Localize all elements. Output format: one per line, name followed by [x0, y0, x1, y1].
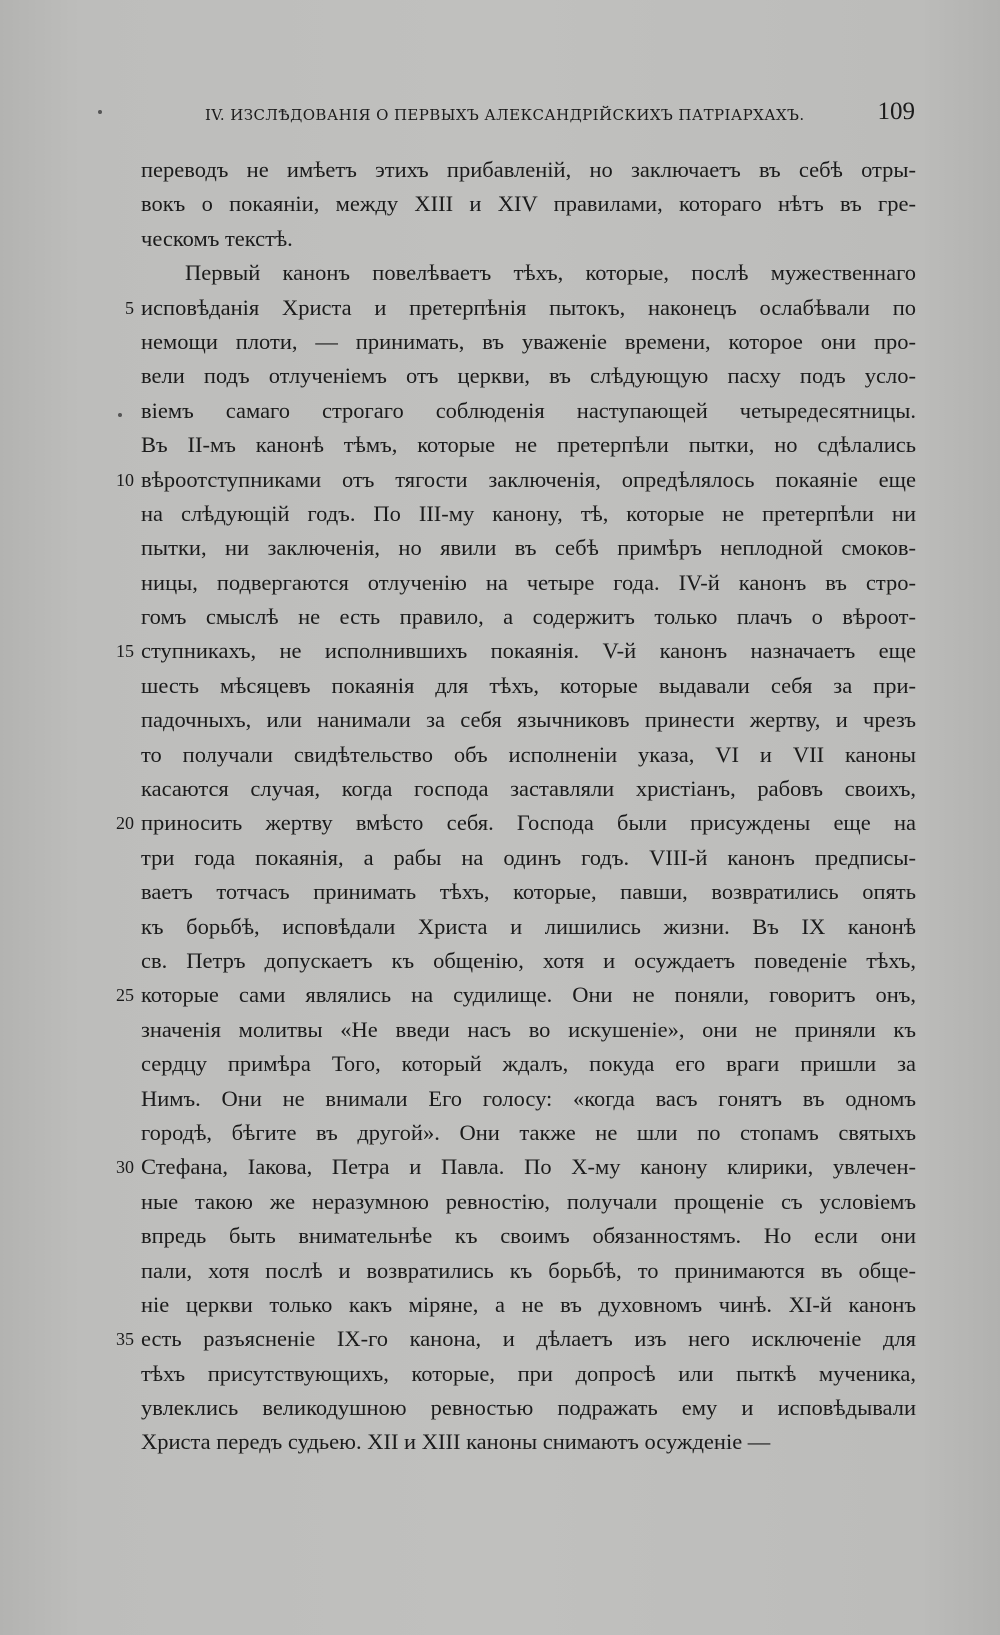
- line-text: увлеклись великодушною ревностью подражать ему и исповѣдывали: [141, 1395, 916, 1421]
- text-line: [125, 291, 916, 325]
- line-text: Христа передъ судьею. XII и XIII каноны снимаютъ осужденіе —: [141, 1429, 771, 1455]
- line-number: 5: [125, 297, 134, 318]
- page-speck: [118, 413, 122, 417]
- text-line: [141, 566, 916, 600]
- text-line: [141, 1288, 916, 1322]
- text-line: [141, 187, 916, 221]
- line-text: три года покаянія, а рабы на одинъ годъ. VIII-й канонъ предписы-: [141, 844, 916, 870]
- text-line: [141, 325, 916, 359]
- line-text: вели подъ отлученіемъ отъ церкви, въ слѣдующую пасху подъ усло-: [141, 363, 916, 389]
- text-line: [141, 1116, 916, 1150]
- body-text: [116, 153, 916, 1460]
- line-text: которые сами являлись на судилище. Они не поняли, говоритъ онъ,: [141, 982, 916, 1008]
- text-line: [116, 634, 916, 668]
- text-line: [141, 669, 916, 703]
- line-text: віемъ самаго строгаго соблюденія наступающей четыредесятницы.: [141, 397, 916, 423]
- line-text: переводъ не имѣетъ этихъ прибавленій, но заключаетъ въ себѣ отры-: [141, 157, 916, 182]
- text-line: [141, 703, 916, 737]
- line-text: падочныхъ, или нанимали за себя язычниковъ принести жертву, и чрезъ: [141, 707, 916, 733]
- text-line: [141, 256, 916, 290]
- line-text: касаются случая, когда господа заставляли христіанъ, рабовъ своихъ,: [141, 776, 916, 802]
- line-text: къ борьбѣ, исповѣдали Христа и лишились жизни. Въ IX канонѣ: [141, 913, 916, 939]
- header-title: IV. ИЗСЛѢДОВАНІЯ О ПЕРВЫХЪ АЛЕКСАНДРІЙСКИХЪ ПАТРІАРХАХЪ.: [205, 106, 805, 124]
- line-number: 30: [116, 1157, 134, 1178]
- line-text: ные такою же неразумною ревностію, получали прощеніе съ условіемъ: [141, 1188, 916, 1214]
- text-line: [141, 1185, 916, 1219]
- line-text: ваетъ тотчасъ принимать тѣхъ, которые, павши, возвратились опять: [141, 879, 916, 905]
- line-text: городѣ, бѣгите въ другой». Они также не шли по стопамъ святыхъ: [141, 1119, 916, 1145]
- text-line: [141, 772, 916, 806]
- line-text: приносить жертву вмѣсто себя. Господа были присуждены еще на: [141, 810, 916, 836]
- line-number: 10: [116, 469, 134, 490]
- text-line: [141, 531, 916, 565]
- line-text: ніе церкви только какъ міряне, а не въ духовномъ чинѣ. XI-й канонъ: [141, 1291, 916, 1317]
- page-number: 109: [877, 98, 915, 125]
- line-text: Нимъ. Они не внимали Его голосу: «когда васъ гонятъ въ одномъ: [141, 1085, 916, 1111]
- text-line: [141, 359, 916, 393]
- text-line: [141, 738, 916, 772]
- line-text: св. Петръ допускаетъ къ общенію, хотя и осуждаетъ поведеніе тѣхъ,: [141, 947, 916, 973]
- text-line: [116, 806, 916, 840]
- line-text: впредь быть внимательнѣе къ своимъ обязанностямъ. Но если они: [141, 1223, 916, 1249]
- text-line: [116, 463, 916, 497]
- text-line: [141, 841, 916, 875]
- text-line: [116, 1150, 916, 1184]
- text-line: [141, 1047, 916, 1081]
- line-text: значенія молитвы «Не введи насъ во искушеніе», они не приняли къ: [141, 1016, 916, 1042]
- text-line: [141, 1391, 916, 1425]
- line-text: Въ II-мъ канонѣ тѣмъ, которые не претерпѣли пытки, но сдѣлались: [141, 432, 916, 458]
- text-line: [141, 944, 916, 978]
- line-number: 25: [116, 985, 134, 1006]
- text-line: [141, 497, 916, 531]
- text-line: [141, 153, 916, 187]
- line-text: Первый канонъ повелѣваетъ тѣхъ, которые, послѣ мужественнаго: [185, 260, 916, 286]
- line-text: вокъ о покаяніи, между XIII и XIV правилами, котораго нѣтъ въ гре-: [141, 191, 916, 217]
- text-line: [116, 1322, 916, 1356]
- text-line: [141, 1425, 916, 1459]
- text-line: [141, 1219, 916, 1253]
- text-line: [141, 428, 916, 462]
- line-text: то получали свидѣтельство объ исполненіи указа, VI и VII каноны: [141, 741, 916, 767]
- line-number: 20: [116, 813, 134, 834]
- line-text: тѣхъ присутствующихъ, которые, при допросѣ или пыткѣ мученика,: [141, 1360, 916, 1386]
- line-text: ческомъ текстѣ.: [141, 225, 293, 251]
- line-text: ступникахъ, не исполнившихъ покаянія. V-й канонъ назначаетъ еще: [141, 638, 916, 664]
- line-text: пали, хотя послѣ и возвратились къ борьбѣ, то принимаются въ обще-: [141, 1257, 916, 1283]
- line-text: исповѣданія Христа и претерпѣнія пытокъ, наконецъ ослабѣвали по: [141, 294, 916, 320]
- text-line: [141, 1082, 916, 1116]
- text-line: [141, 1357, 916, 1391]
- line-number: 15: [116, 641, 134, 662]
- line-text: шесть мѣсяцевъ покаянія для тѣхъ, которые выдавали себя за при-: [141, 672, 916, 698]
- running-header: [205, 98, 915, 132]
- page-speck: [98, 110, 102, 114]
- line-text: ницы, подвергаются отлученію на четыре года. IV-й канонъ въ стро-: [141, 569, 916, 595]
- line-text: немощи плоти, — принимать, въ уваженіе времени, которое они про-: [141, 328, 916, 354]
- text-line: [141, 394, 916, 428]
- line-text: Стефана, Іакова, Петра и Павла. По X-му канону клирики, увлечен-: [141, 1154, 916, 1180]
- line-text: на слѣдующій годъ. По III-му канону, тѣ, которые не претерпѣли ни: [141, 500, 916, 526]
- text-line: [141, 222, 916, 256]
- line-number: 35: [116, 1329, 134, 1350]
- text-line: [141, 875, 916, 909]
- line-text: гомъ смыслѣ не есть правило, а содержитъ только плачъ о вѣроот-: [141, 604, 916, 630]
- line-text: вѣроотступниками отъ тягости заключенія, опредѣлялось покаяніе еще: [141, 466, 916, 492]
- text-line: [141, 1254, 916, 1288]
- text-line: [141, 910, 916, 944]
- text-line: [116, 978, 916, 1012]
- line-text: сердцу примѣра Того, который ждалъ, покуда его враги пришли за: [141, 1051, 916, 1077]
- line-text: есть разъясненіе IX-го канона, и дѣлаетъ изъ него исключеніе для: [141, 1326, 916, 1352]
- text-line: [141, 600, 916, 634]
- text-line: [141, 1013, 916, 1047]
- line-text: пытки, ни заключенія, но явили въ себѣ примѣръ неплодной смоков-: [141, 535, 916, 561]
